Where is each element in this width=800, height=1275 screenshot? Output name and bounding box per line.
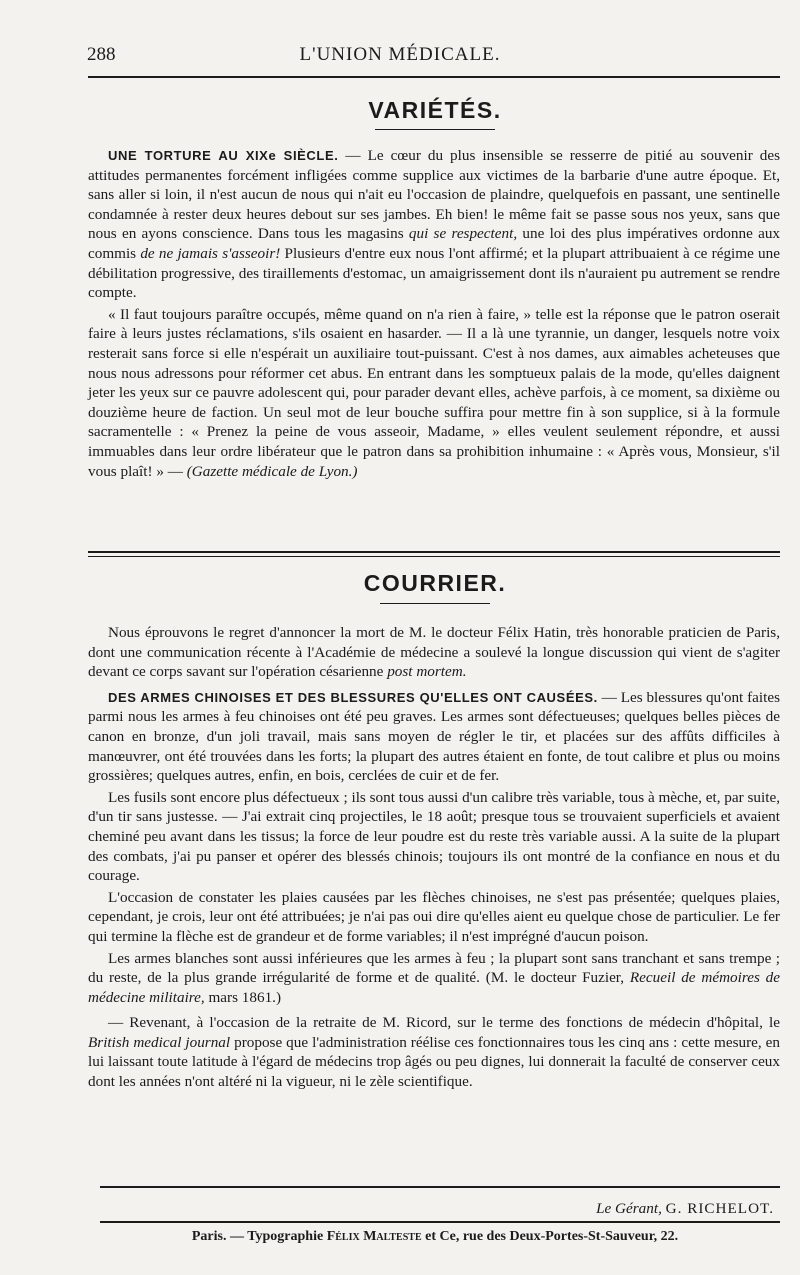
footer-rule-bottom [100,1221,780,1223]
courrier-paragraph-3: Les fusils sont encore plus défectueux ; ils sont tous aussi d'un calibre très variable, tous à mèche, et, par suite, d'un tir sans justesse. — J'ai extrait cinq projectiles, le 18 août; presque tous se trouvaient superficiels et avaient cheminé peu avant dans les tissus; la force de leur poudre est du reste très variable aussi. A la suite de la plupart des combats, j'ai pu panser et opérer des blessés chinois; toujours ils ont montré de la confiance en nous et du courage. [88,788,780,885]
courrier-title-rule [380,603,490,604]
varietes-title: VARIÉTÉS. [368,97,502,123]
running-head: L'UNION MÉDICALE. [299,44,501,65]
varietes-title-rule [375,129,495,130]
footer-rule-top [100,1186,780,1188]
page-number: 288 [87,44,116,65]
gerant-signature: Le Gérant, G. RICHELOT. [596,1200,774,1217]
article-heading: UNE TORTURE AU XIXe SIÈCLE. [108,148,339,163]
varietes-paragraph-2: « Il faut toujours paraître occupés, même quand on n'a rien à faire, » telle est la réponse que le patron oserait faire à leurs justes réclamations, s'ils osaient en hasarder. — Il a là une tyrannie, un danger, lesquels notre voix resterait sans force si elle n'espérait un auxiliaire tout-puissant. C'est à nos dames, aux aimables acheteuses que nous nous adressons pour réformer cet abus. En entrant dans les somptueux palais de la mode, qu'elles daignent jeter les yeux sur ce pauvre adolescent qui, pour parader devant elles, achève parfois, à ce moment, sa dixième ou douzième heure de faction. Un seul mot de leur bouche suffira pour mettre fin à son supplice, si à la formule sacramentelle : « Prenez la peine de vous asseoir, Madame, » elles veulent seulement répondre, et aussi immuables dans leur ordre libérateur que le patron dans sa prohibition inhumaine : « Après vous, Monsieur, s'il vous plaît! » — (Gazette médicale de Lyon.) [88,305,780,480]
citation-source: (Gazette médicale de Lyon.) [186,462,358,480]
varietes-body [88,146,780,483]
article-heading: DES ARMES CHINOISES ET DES BLESSURES QU'ELLES ONT CAUSÉES. [108,689,598,705]
courrier-paragraph-6: — Revenant, à l'occasion de la retraite de M. Ricord, sur le terme des fonctions de médecin d'hôpital, le British medical journal propose que l'administration réélise ces fonctionnaires tous les cinq ans : cette mesure, en lui laissant toute latitude à l'égard de médecins trop âgés ou peu dignes, lui donnerait la faculté de conserver ceux dont les années n'ont altéré ni la vigueur, ni le zèle scientifique. [88,1014,780,1091]
courrier-paragraph-5: Les armes blanches sont aussi inférieures que les armes à feu ; la plupart sont sans tranchant et sans trempe ; du reste, de la plus grande irrégularité de forme et de qualité. (M. le docteur Fuzier, Recueil de mémoires de médecine militaire, mars 1861.) [88,949,780,1006]
courrier-body [88,623,780,1094]
printer-imprint: Paris. — Typographie Félix Malteste et Ce, rue des Deux-Portes-St-Sauveur, 22. [191,1229,679,1244]
section-rule-bottom [88,556,780,557]
header-rule [88,76,780,78]
courrier-paragraph-2: DES ARMES CHINOISES ET DES BLESSURES QU'ELLES ONT CAUSÉES. — Les blessures qu'ont faites parmi nous les armes à feu chinoises ont été peu graves. Les armes sont défectueuses; quelques belles pièces de canon en bronze, d'un joli travail, mais sans moyen de régler le tir, et placées sur des affûts difficiles à manœuvrer, ont été trouvées dans les forts; la plupart des autres étaient en fonte, de tout calibre et plus ou moins grossières; quelques autres, enfin, en bois, cerclées de cuir et de fer. [88,688,780,785]
courrier-paragraph-1: Nous éprouvons le regret d'annoncer la mort de M. le docteur Félix Hatin, très honorable praticien de Paris, dont une communication récente à l'Académie de médecine a soulevé la longue discussion qui vient de s'agiter devant ce corps savant sur l'opération césarienne post mortem. [88,624,780,681]
varietes-paragraph-1: UNE TORTURE AU XIXe SIÈCLE. — Le cœur du plus insensible se resserre de pitié au souvenir des attitudes permanentes forcément infligées comme supplice aux victimes de la barbarie d'une autre époque. Et, sans aller si loin, il n'est aucun de nous qui n'ait eu l'occasion de plaindre, quelquefois en passant, une sentinelle condamnée à rester deux heures debout sur ses jambes. Eh bien! le même fait se passe sous nos yeux, sans que nous en ayons conscience. Dans tous les magasins qui se respectent, une loi des plus impératives ordonne aux commis de ne jamais s'asseoir! Plusieurs d'entre eux nous l'ont affirmé; et la plupart attribuaient à ce régime une débilitation progressive, des tiraillements d'estomac, un amaigrissement dont ils n'auraient pu autrement se rendre compte. [88,147,781,302]
section-rule-top [88,551,780,553]
courrier-paragraph-4: L'occasion de constater les plaies causées par les flèches chinoises, ne s'est pas présentée; quelques plaies, cependant, je crois, leur ont été attribuées; je n'ai pas oui dire qu'elles aient eu quelque chose de particulier. Le fer qui termine la flèche est de grandeur et de forme variables; il n'est imprégné d'aucun poison. [88,888,780,945]
courrier-title: COURRIER. [363,570,507,596]
